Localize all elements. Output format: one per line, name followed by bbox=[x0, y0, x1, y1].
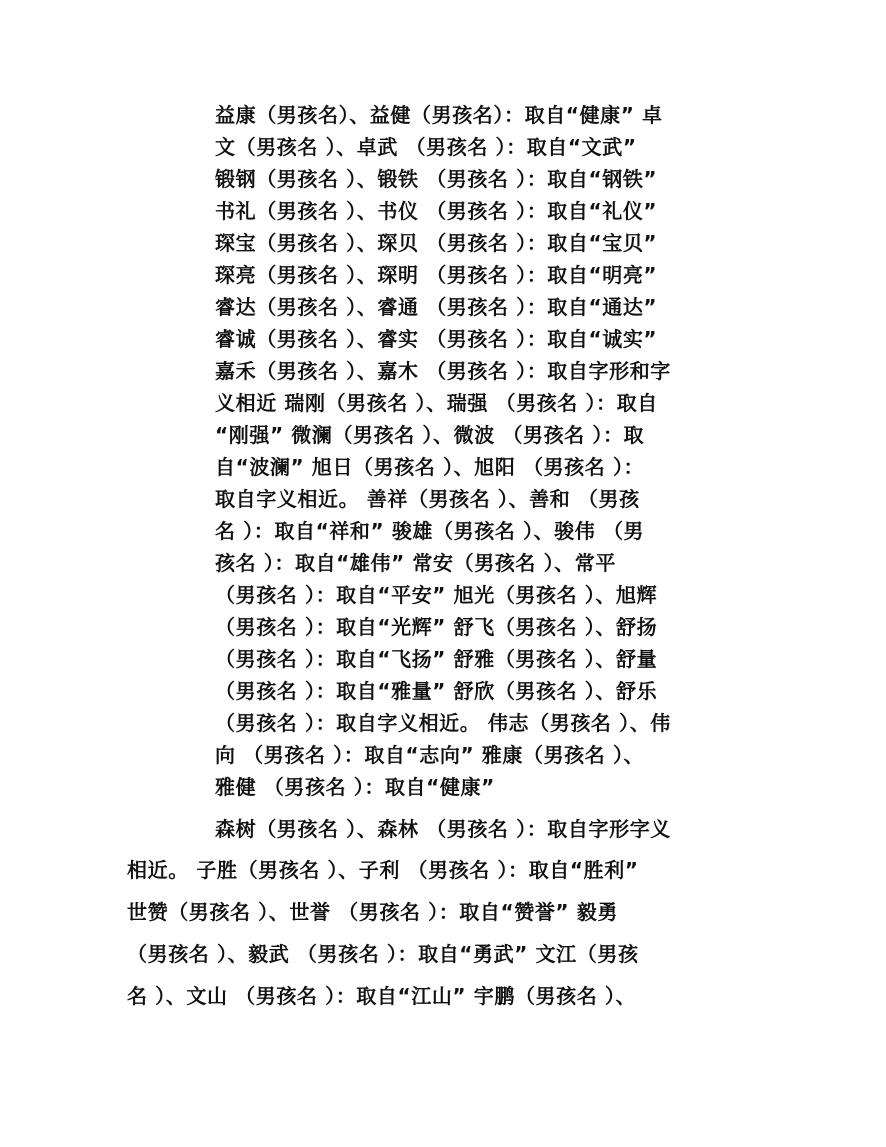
text-line: （男孩名 ）：取自“雅量” 舒欣（男孩名 ）、舒乐 bbox=[215, 679, 658, 703]
text-line: 书礼（男孩名 ）、书仪 （男孩名 ）：取自“礼仪” bbox=[215, 199, 658, 223]
text-line: （男孩名 ）：取自字义相近。 伟志（男孩名 ）、伟 bbox=[215, 711, 671, 735]
text-line: 世赞（男孩名 ）、世誉 （男孩名 ）：取自“赞誉” 毅勇 bbox=[127, 900, 618, 924]
text-line: 锻钢（男孩名 ）、锻铁 （男孩名 ）：取自“钢铁” bbox=[215, 167, 658, 191]
text-line: 森树（男孩名 ）、森林 （男孩名 ）：取自字形字义 bbox=[215, 817, 671, 841]
text-line: 睿诚（男孩名 ）、睿实 （男孩名 ）：取自“诚实” bbox=[215, 327, 658, 351]
text-line: 孩名 ）：取自“雄伟” 常安（男孩名 ）、常平 bbox=[215, 551, 616, 575]
text-line: 名 ）：取自“祥和” 骏雄（男孩名 ）、骏伟 （男 bbox=[215, 519, 645, 543]
text-line: 琛宝（男孩名 ）、琛贝 （男孩名 ）：取自“宝贝” bbox=[215, 231, 658, 255]
text-line: 义相近 瑞刚（男孩名 ）、瑞强 （男孩名 ）：取自 bbox=[215, 391, 658, 415]
text-line: （男孩名 ）：取自“飞扬” 舒雅（男孩名 ）、舒量 bbox=[215, 647, 658, 671]
text-line: 相近。 子胜（男孩名 ）、子利 （男孩名 ）：取自“胜利” bbox=[127, 858, 639, 882]
text-line: 睿达（男孩名 ）、睿通 （男孩名 ）：取自“通达” bbox=[215, 295, 658, 319]
text-line: 益康（男孩名）、益健（男孩名）：取自“健康” 卓 bbox=[215, 103, 663, 127]
text-line: 名 ）、文山 （男孩名 ）：取自“江山” 宇鹏（男孩名 ）、 bbox=[127, 984, 637, 1008]
text-line: 雅健 （男孩名 ）：取自“健康” bbox=[215, 775, 495, 799]
text-line: （男孩名 ）、毅武 （男孩名 ）：取自“勇武” 文江（男孩 bbox=[127, 942, 639, 966]
text-line: 琛亮（男孩名 ）、琛明 （男孩名 ）：取自“明亮” bbox=[215, 263, 658, 287]
text-line: （男孩名 ）：取自“平安” 旭光（男孩名 ）、旭辉 bbox=[215, 583, 658, 607]
text-line: 自“波澜” 旭日（男孩名 ）、旭阳 （男孩名 ）： bbox=[215, 455, 645, 479]
text-line: （男孩名 ）：取自“光辉” 舒飞（男孩名 ）、舒扬 bbox=[215, 615, 658, 639]
text-line: “刚强” 微澜（男孩名 ）、微波 （男孩名 ）：取 bbox=[215, 423, 645, 447]
text-line: 嘉禾（男孩名 ）、嘉木 （男孩名 ）：取自字形和字 bbox=[215, 359, 671, 383]
text-line: 文（男孩名 ）、卓武 （男孩名 ）：取自“文武” bbox=[215, 135, 637, 159]
text-line: 向 （男孩名 ）：取自“志向” 雅康（男孩名 ）、 bbox=[215, 743, 645, 767]
text-line: 取自字义相近。 善祥（男孩名 ）、善和 （男孩 bbox=[215, 487, 640, 511]
